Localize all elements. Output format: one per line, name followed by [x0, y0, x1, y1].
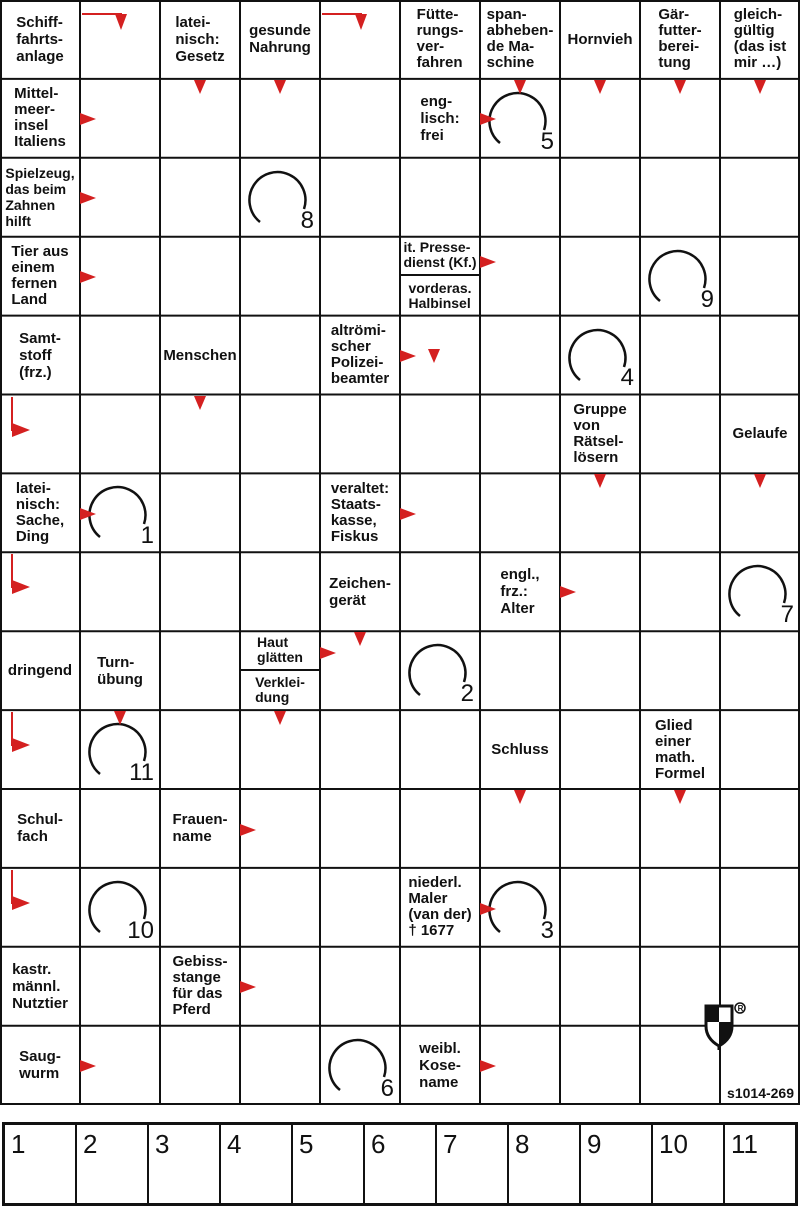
solution-box[interactable]: [437, 1125, 509, 1203]
solution-circle-number: 7: [780, 601, 794, 629]
arrow-down-icon: [354, 632, 366, 646]
arrow-right-icon: [480, 113, 496, 125]
clue-text: Samt- stoff (frz.): [19, 329, 61, 381]
solution-box-number: 3: [155, 1129, 170, 1159]
arrow-right-icon: [320, 647, 336, 659]
arrow-down-icon: [274, 80, 286, 94]
arrow-right-icon: [80, 271, 96, 283]
clue-text: Schul- fach: [17, 811, 63, 846]
clue-text: latei- nisch: Gesetz: [175, 13, 225, 65]
clue-text: gesunde Nahrung: [249, 22, 311, 57]
corner-arrow-icon: [2, 397, 52, 437]
clue-text: Glied einer math. Formel: [654, 716, 705, 782]
clue-text: latei- nisch: Sache, Ding: [15, 479, 65, 545]
arrow-down-icon: [594, 80, 606, 94]
clue-text: Gruppe von Rätsel- lösern: [573, 400, 627, 466]
clue-text: dringend: [7, 662, 73, 680]
solution-box-number: 4: [227, 1129, 242, 1159]
svg-text:R: R: [737, 1004, 744, 1013]
solution-box-number: 8: [515, 1129, 530, 1159]
solution-box[interactable]: [725, 1125, 795, 1203]
solution-box[interactable]: [221, 1125, 293, 1203]
arrow-right-icon: [80, 508, 96, 520]
solution-box-number: 1: [11, 1129, 26, 1159]
clue-text: altrömi- scher Polizei- beamter: [330, 322, 390, 388]
clue-text: Saug- wurm: [19, 1048, 61, 1083]
puzzle-code: s1014-269: [727, 1085, 794, 1101]
solution-box-number: 9: [587, 1129, 602, 1159]
arrow-right-icon: [400, 350, 416, 362]
arrow-down-icon: [194, 80, 206, 94]
solution-box[interactable]: [149, 1125, 221, 1203]
arrow-down-icon: [194, 396, 206, 410]
clue-text: Haut glätten: [257, 633, 303, 665]
clue-text: Zeichen- gerät: [329, 574, 391, 609]
solution-circle-number: 6: [380, 1074, 394, 1102]
clue-text: gleich- gültig (das ist mir …): [733, 6, 787, 72]
clue-text: Schluss: [491, 741, 549, 759]
arrow-right-icon: [80, 192, 96, 204]
solution-box[interactable]: [653, 1125, 725, 1203]
solution-box-number: 7: [443, 1129, 458, 1159]
clue-text: Gelaufe: [732, 425, 788, 443]
arrow-right-icon: [480, 256, 496, 268]
solution-circle-number: 4: [620, 364, 634, 392]
clue-text: niederl. Maler (van der) † 1677: [408, 874, 472, 940]
solution-box[interactable]: [581, 1125, 653, 1203]
clue-text: Fütte- rungs- ver- fahren: [416, 6, 464, 72]
arrow-right-icon: [480, 903, 496, 915]
solution-row: [2, 1122, 798, 1206]
clue-text: Gär- futter- berei- tung: [658, 6, 702, 72]
clue-text: engl., frz.: Alter: [500, 566, 540, 618]
solution-box[interactable]: [509, 1125, 581, 1203]
clue-text: vorderas. Halbinsel: [408, 279, 472, 311]
arrow-down-icon: [114, 711, 126, 725]
corner-arrow-icon: [2, 554, 52, 594]
corner-arrow-icon: [2, 712, 52, 752]
solution-circle-number: 3: [540, 916, 554, 944]
arrow-down-icon: [674, 790, 686, 804]
solution-box-number: 10: [659, 1129, 688, 1159]
arrow-right-icon: [80, 1060, 96, 1072]
arrow-down-icon: [754, 80, 766, 94]
clue-text: Hornvieh: [567, 30, 633, 48]
arrow-right-icon: [240, 981, 256, 993]
arrow-right-icon: [80, 113, 96, 125]
corner-arrow-icon: [322, 2, 372, 42]
clue-text: Tier aus einem fernen Land: [11, 243, 69, 309]
solution-box-number: 6: [371, 1129, 386, 1159]
solution-circle-number: 1: [140, 522, 154, 550]
arrow-down-icon: [674, 80, 686, 94]
clue-text: Gebiss- stange für das Pferd: [172, 953, 228, 1019]
arrow-down-icon: [428, 349, 440, 363]
solution-circle-number: 5: [540, 127, 554, 155]
clue-text: Frauen- name: [172, 811, 228, 846]
solution-box[interactable]: [5, 1125, 77, 1203]
arrow-down-icon: [514, 790, 526, 804]
clue-text: span- abheben- de Ma- schine: [486, 6, 554, 72]
clue-text: eng- lisch: frei: [420, 92, 460, 144]
arrow-down-icon: [514, 80, 526, 94]
arrow-down-icon: [274, 711, 286, 725]
arrow-down-icon: [594, 474, 606, 488]
solution-box-number: 5: [299, 1129, 314, 1159]
clue-text: weibl. Kose- name: [419, 1039, 461, 1091]
arrow-down-icon: [754, 474, 766, 488]
solution-circle-number: 10: [127, 916, 154, 944]
clue-text: kastr. männl. Nutztier: [12, 960, 68, 1012]
solution-circle-number: 2: [460, 680, 474, 708]
solution-circle-number: 11: [129, 758, 154, 786]
corner-arrow-icon: [2, 870, 52, 910]
clue-text: Turn- übung: [97, 653, 143, 688]
solution-box[interactable]: [293, 1125, 365, 1203]
clue-text: veraltet: Staats- kasse, Fiskus: [330, 479, 390, 545]
solution-box[interactable]: [77, 1125, 149, 1203]
arrow-right-icon: [480, 1060, 496, 1072]
corner-arrow-icon: [82, 2, 132, 42]
arrow-right-icon: [560, 586, 576, 598]
publisher-logo: [702, 1000, 746, 1050]
clue-text: Spielzeug, das beim Zahnen hilft: [5, 165, 75, 230]
arrow-right-icon: [240, 824, 256, 836]
clue-text: Verklei- dung: [255, 674, 305, 706]
arrow-right-icon: [400, 508, 416, 520]
solution-circle-number: 8: [300, 206, 314, 234]
solution-box-number: 2: [83, 1129, 98, 1159]
clue-text: Menschen: [163, 346, 237, 364]
solution-box-number: 11: [731, 1129, 758, 1159]
clue-text: Mittel- meer- insel Italiens: [14, 85, 66, 151]
solution-box[interactable]: [365, 1125, 437, 1203]
clue-text: it. Presse- dienst (Kf.): [403, 239, 477, 271]
clue-text: Schiff- fahrts- anlage: [16, 13, 64, 65]
solution-circle-number: 9: [700, 285, 714, 313]
